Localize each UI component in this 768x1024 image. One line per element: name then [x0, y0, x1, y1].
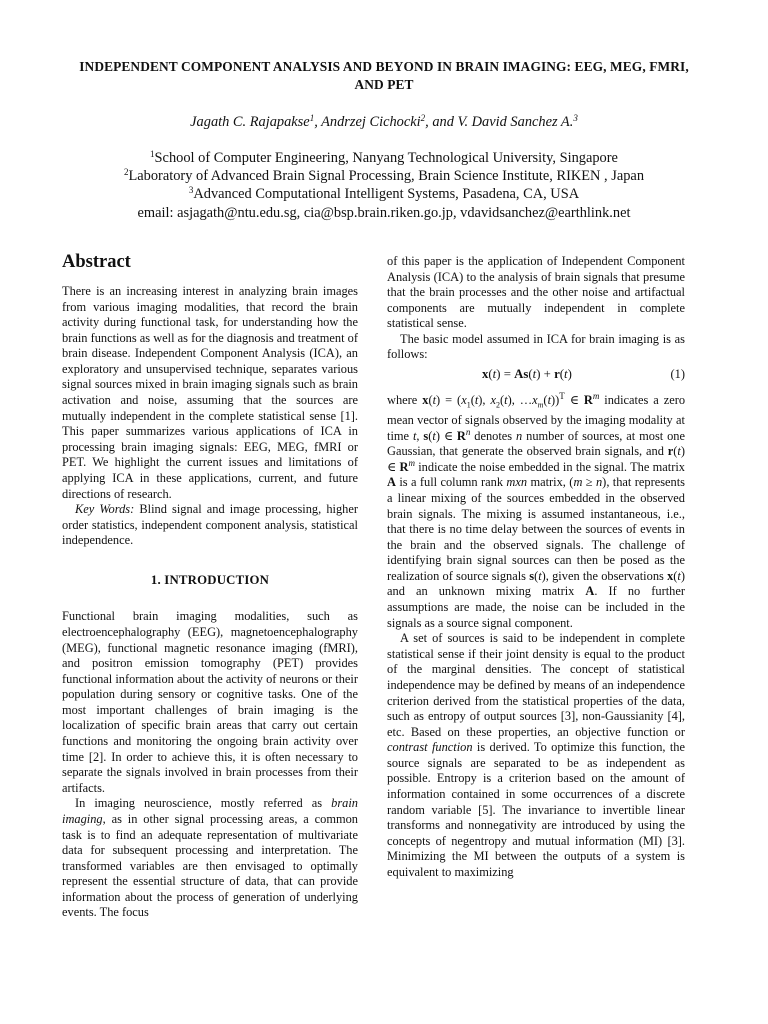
affil-text: Laboratory of Advanced Brain Signal Processing, Brain Science Institute, RIKEN , Japan — [128, 168, 645, 185]
math-inline: A — [585, 584, 595, 599]
affil-mark: 3 — [188, 185, 194, 196]
author-name: V. David Sanchez A. — [457, 114, 574, 130]
right-column — [387, 254, 685, 880]
author-affil-mark: 1 — [309, 113, 315, 123]
text-run: is derived. To optimize this function, the source signals are separated to be as independent as possible. Entropy is a criterion based on the amount of information contained in some occurrences of a discrete random variable [5]. The invariance to invertible linear transforms and nonnegativity are introduced by using the concepts of negentropy and mutual information (MI) [3]. Minimizing the MI between the outputs of a system is equivalent to maximizing — [387, 740, 685, 879]
keywords-text: Blind signal and image processing, higher order statistics, independent component analysis, statistical independence. — [62, 502, 358, 548]
intro-paragraph-3: of this paper is the application of Independent Component Analysis (ICA) to the analysis of brain signals that presume that the brain processes and the other noise and artifactual components are mutually independent in complete statistical sense. — [387, 254, 685, 331]
text-run: A set of sources is said to be independent in complete statistical sense if their joint density is equal to the product of the marginal densities. The concept of statistical independence may be defined by means of an independence criterion derived from the statistical properties of the data, such as entropy of output sources [3], non-Gaussianity [4], etc. Based on these properties, an objective function or — [387, 631, 685, 739]
text-run: , that represents a linear mixing of the sources embedded in the observed brain signals. The mixing is assumed instantaneous, i.e., that there is no time delay between the sources of events in the brain and the observed signals. The challenge of identifying brain signal sources can then be posed as the realization of source signals — [387, 475, 685, 583]
equation-formula: x(t) = As(t) + r(t) — [482, 367, 572, 382]
affil-mark: 2 — [123, 167, 129, 178]
text-run: is a full column rank — [395, 475, 507, 490]
affil-text: School of Computer Engineering, Nanyang Technological University, Singapore — [154, 150, 618, 166]
math-inline: r(t) ∈ $R^m$ — [387, 444, 685, 474]
author-list — [60, 113, 708, 131]
keywords-label: Key Words: — [75, 502, 135, 517]
left-column — [62, 252, 358, 921]
text-run: denotes — [470, 428, 517, 443]
text-run: and an unknown mixing matrix — [387, 584, 586, 599]
text-run: , given the observations — [545, 568, 668, 583]
text-run: indicate the noise embedded in the signal. The matrix — [414, 459, 685, 474]
abstract-heading: Abstract — [62, 252, 131, 272]
math-inline: $x(t) = (x_1(t)$, $x_2(t)$, $\dots x_m(t))^T$ ∈ $R^m$ — [422, 391, 600, 410]
affiliation-line — [40, 149, 728, 167]
affil-mark: 1 — [150, 149, 155, 159]
equation-number: (1) — [670, 367, 685, 382]
text-run: matrix, — [527, 475, 570, 490]
text-run: number of sources, at most one Gaussian, that generate the observed brain signals, and — [387, 428, 685, 459]
affil-text: Advanced Computational Intelligent Systems, Pasadena, CA, USA — [193, 186, 580, 203]
keywords — [62, 502, 358, 549]
intro-paragraph-2 — [62, 796, 358, 921]
math-inline: A — [387, 475, 396, 490]
text-run: , as in other signal processing areas, a common task is to find an adequate representation of multivariate data for subsequent processing and interpretation. The transformed variables are then envisaged to optimally represent the essential structure of data, that can provide information about the process of generation of underlying events. The focus — [62, 811, 358, 920]
text-run: indicates a zero mean vector of signals observed by the imaging modality at time — [387, 393, 686, 443]
intro-paragraph-1: Functional brain imaging modalities, such as electroencephalography (EEG), magnetoencephalography (MEG), functional magnetic resonance imaging (fMRI), and positron emission tomography (PET) provides functional information about the activity of neurons or their population during sensory or cognitive tasks. One of the most important challenges of brain imaging is the localization of specific brain areas that carry out certain functions and monitoring the ongoing brain activity over time [2]. In order to achieve this, it is often necessary to separate the signals involved in brain processes from their artifacts. — [62, 609, 358, 795]
text-run: In imaging neuroscience, mostly referred as — [75, 796, 332, 811]
affiliation-line — [40, 167, 728, 185]
section-heading-introduction: 1. INTRODUCTION — [150, 572, 270, 587]
intro-paragraph-6 — [387, 631, 685, 880]
emphasis-text: brain imaging — [62, 796, 358, 826]
math-inline: mxn — [506, 475, 528, 490]
math-inline: s(t) — [529, 568, 546, 583]
author-separator: , and — [425, 114, 458, 130]
affiliations — [40, 149, 728, 222]
email-line: email: asjagath@ntu.edu.sg, cia@bsp.brain.riken.go.jp, vdavidsanchez@earthlink.net — [137, 204, 631, 221]
text-run: . If no further assumptions are made, the noise can be included in the signals as a source signal component. — [387, 584, 685, 630]
author-affil-mark: 3 — [573, 113, 578, 123]
math-inline: (m ≥ n) — [569, 475, 607, 490]
text-run: where — [387, 393, 423, 408]
author-affil-mark: 2 — [420, 113, 426, 123]
emphasis-text: contrast function — [387, 740, 473, 755]
abstract-body: There is an increasing interest in analyzing brain images from various imaging modalities, that record the brain activity during functional task, for understanding how the brain functions as well as for the diagnosis and treatment of brain disease. Independent Component Analysis (ICA), an exploratory and unsupervised technique, separates various signal sources mixed in brain imaging signals such as brain activation and noise, assuming that the sources are mutually independent in the complete statistical sense [1]. This paper summarizes various applications of ICA in processing brain imaging signals: EEG, MEG, fMRI or PET. We highlight the current issues and limitations of applying ICA in these applications, current, and future directions of research. — [62, 284, 358, 501]
author-name: Andrzej Cichocki — [321, 114, 421, 130]
paper-title: INDEPENDENT COMPONENT ANALYSIS AND BEYOND IN BRAIN IMAGING: EEG, MEG, FMRI, AND PET — [79, 59, 689, 92]
intro-paragraph-4: The basic model assumed in ICA for brain imaging is as follows: — [387, 331, 685, 362]
affiliation-line — [40, 185, 728, 203]
math-inline: t, s(t) ∈ $R^n$ — [412, 426, 471, 443]
math-inline: x(t) — [667, 568, 685, 583]
equation-1 — [387, 367, 685, 387]
author-name: Jagath C. Rajapakse — [190, 114, 310, 130]
intro-paragraph-5 — [387, 393, 685, 631]
math-inline: n — [516, 428, 523, 443]
author-separator: , — [314, 114, 322, 130]
